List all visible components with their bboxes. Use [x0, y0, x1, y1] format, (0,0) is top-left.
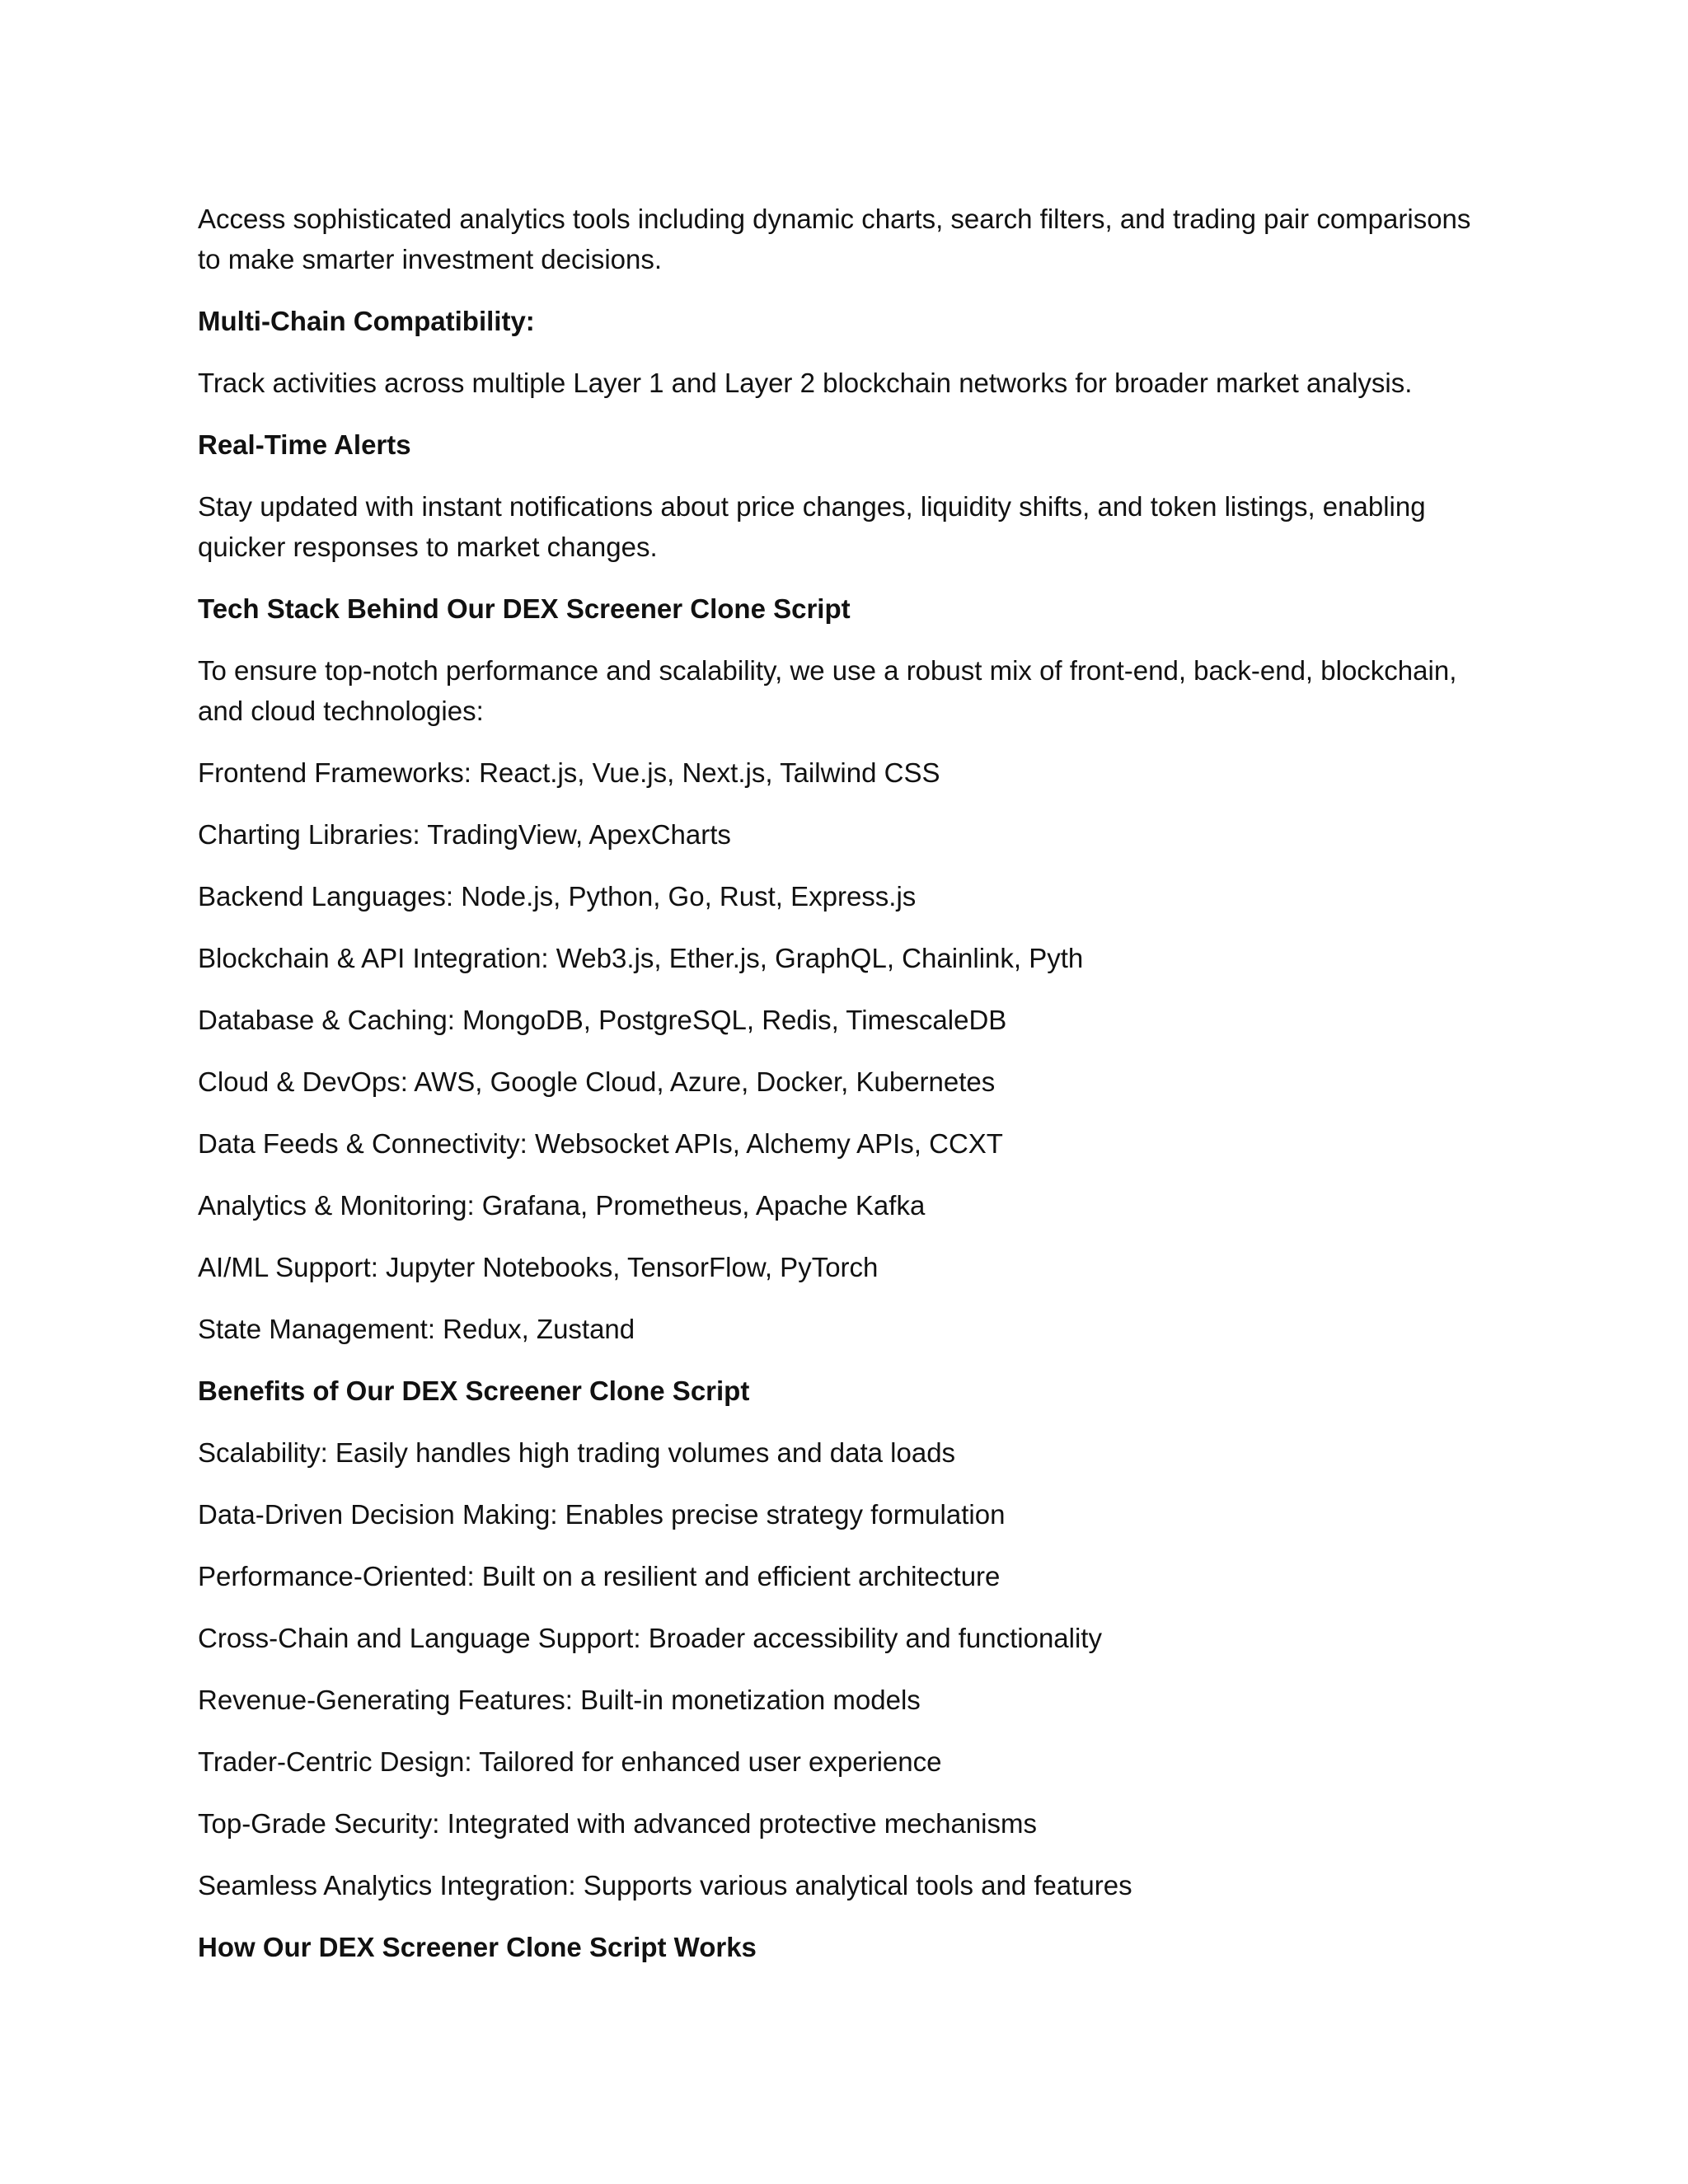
- paragraph-tech-stack-intro: To ensure top-notch performance and scalability, we use a robust mix of front-end, back-end, blockchain, and cloud technologies:: [198, 655, 1457, 726]
- benefit-item: Data-Driven Decision Making: Enables precise strategy formulation: [198, 1499, 1006, 1530]
- heading-real-time-alerts: Real-Time Alerts: [198, 429, 411, 460]
- heading-multi-chain: Multi-Chain Compatibility:: [198, 306, 535, 336]
- tech-stack-item: Cloud & DevOps: AWS, Google Cloud, Azure, Docker, Kubernetes: [198, 1066, 996, 1097]
- tech-stack-item: State Management: Redux, Zustand: [198, 1314, 635, 1344]
- tech-stack-item: Blockchain & API Integration: Web3.js, Ether.js, GraphQL, Chainlink, Pyth: [198, 943, 1084, 973]
- paragraph-multi-chain: Track activities across multiple Layer 1 and Layer 2 blockchain networks for broader market analysis.: [198, 368, 1413, 398]
- benefit-item: Trader-Centric Design: Tailored for enhanced user experience: [198, 1746, 942, 1777]
- tech-stack-item: Data Feeds & Connectivity: Websocket APIs, Alchemy APIs, CCXT: [198, 1128, 1003, 1159]
- tech-stack-item: Charting Libraries: TradingView, ApexCharts: [198, 819, 731, 850]
- tech-stack-item: Analytics & Monitoring: Grafana, Prometheus, Apache Kafka: [198, 1190, 926, 1221]
- tech-stack-item: Database & Caching: MongoDB, PostgreSQL, Redis, TimescaleDB: [198, 1005, 1007, 1035]
- paragraph-real-time-alerts: Stay updated with instant notifications about price changes, liquidity shifts, and token listings, enabling quicker responses to market changes.: [198, 491, 1426, 562]
- benefit-item: Scalability: Easily handles high trading volumes and data loads: [198, 1437, 956, 1468]
- benefit-item: Revenue-Generating Features: Built-in monetization models: [198, 1685, 921, 1715]
- paragraph-analytics-tools: Access sophisticated analytics tools including dynamic charts, search filters, and trading pair comparisons to make smarter investment decisions.: [198, 204, 1471, 274]
- tech-stack-item: Frontend Frameworks: React.js, Vue.js, Next.js, Tailwind CSS: [198, 757, 940, 788]
- heading-tech-stack: Tech Stack Behind Our DEX Screener Clone Script: [198, 593, 851, 624]
- tech-stack-item: Backend Languages: Node.js, Python, Go, Rust, Express.js: [198, 881, 917, 912]
- tech-stack-item: AI/ML Support: Jupyter Notebooks, TensorFlow, PyTorch: [198, 1252, 879, 1282]
- benefit-item: Performance-Oriented: Built on a resilient and efficient architecture: [198, 1561, 1001, 1591]
- document-body: [198, 199, 1500, 1989]
- heading-benefits: Benefits of Our DEX Screener Clone Script: [198, 1376, 750, 1406]
- benefit-item: Top-Grade Security: Integrated with advanced protective mechanisms: [198, 1808, 1038, 1839]
- heading-how-it-works: How Our DEX Screener Clone Script Works: [198, 1932, 757, 1962]
- benefit-item: Seamless Analytics Integration: Supports various analytical tools and features: [198, 1870, 1132, 1900]
- benefit-item: Cross-Chain and Language Support: Broader accessibility and functionality: [198, 1623, 1102, 1653]
